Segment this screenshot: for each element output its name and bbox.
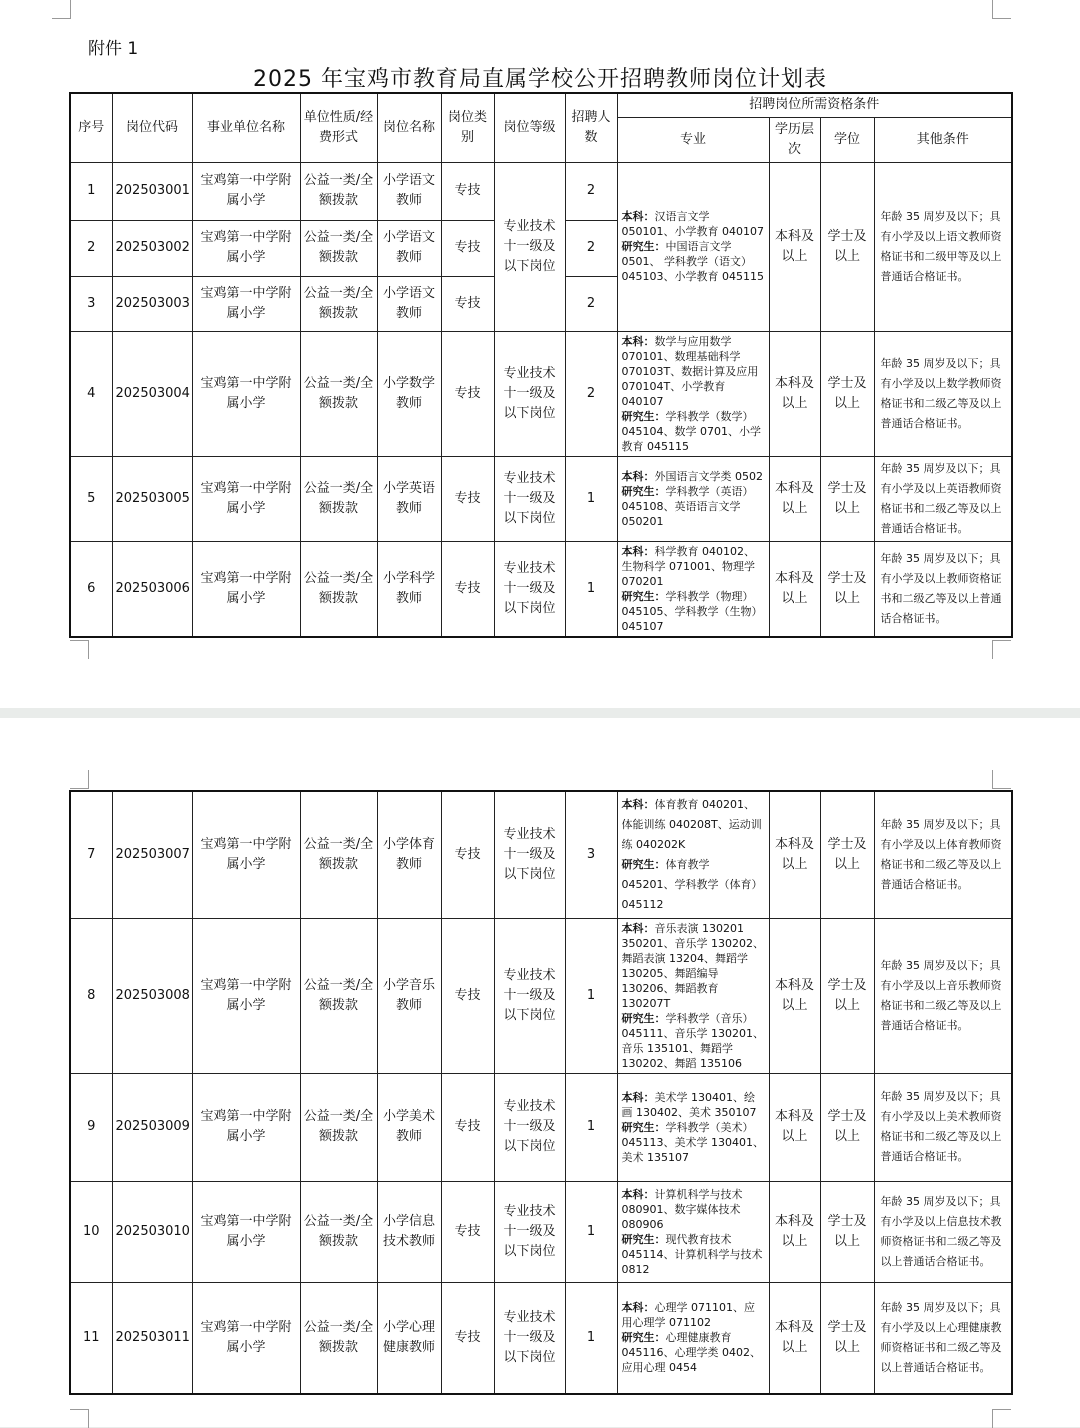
header-unit: 事业单位名称 — [192, 93, 300, 162]
post-name-cell: 小学语文教师 — [377, 220, 441, 276]
post-name-cell: 小学音乐教师 — [377, 918, 441, 1073]
post-name-cell: 小学语文教师 — [377, 276, 441, 331]
undergrad-label: 本科： — [621, 469, 655, 483]
plan-table-page1 — [69, 92, 1013, 638]
degree-cell: 学士及以上 — [820, 791, 874, 918]
nature-cell: 公益一类/全额拨款 — [300, 162, 377, 220]
level-cell: 专业技术十一级及以下岗位 — [494, 456, 565, 541]
grad-text: 学科教学（英语）045108、英语语言文学 050201 — [621, 484, 754, 528]
grad-label: 研究生： — [621, 409, 666, 423]
seq-cell: 1 — [70, 162, 112, 220]
count-cell: 1 — [565, 456, 617, 541]
other-cell: 年龄 35 周岁及以下；具有小学及以上语文教师资格证书和二级甲等及以上普通话合格证书。 — [874, 162, 1012, 331]
education-cell: 本科及以上 — [769, 331, 820, 456]
seq-cell: 4 — [70, 331, 112, 456]
count-cell: 2 — [565, 331, 617, 456]
header-major: 专业 — [617, 117, 769, 162]
grad-text: 体育教学 045201、学科教学（体育）045112 — [621, 857, 763, 911]
nature-cell: 公益一类/全额拨款 — [300, 918, 377, 1073]
grad-label: 研究生： — [621, 589, 666, 603]
major-cell — [617, 541, 769, 637]
post-type-cell: 专技 — [441, 918, 494, 1073]
post-type-cell: 专技 — [441, 791, 494, 918]
crop-mark — [992, 1409, 1011, 1428]
undergrad-text: 外国语言文学类 0502 — [654, 469, 763, 483]
education-cell: 本科及以上 — [769, 1181, 820, 1282]
post-name-cell: 小学美术教师 — [377, 1073, 441, 1181]
degree-cell: 学士及以上 — [820, 1181, 874, 1282]
crop-mark — [70, 640, 89, 659]
crop-mark — [992, 770, 1011, 789]
post-name-cell: 小学体育教师 — [377, 791, 441, 918]
major-cell — [617, 456, 769, 541]
header-post-name: 岗位名称 — [377, 93, 441, 162]
major-cell — [617, 1282, 769, 1394]
undergrad-label: 本科： — [621, 1187, 655, 1201]
header-level: 岗位等级 — [494, 93, 565, 162]
education-cell: 本科及以上 — [769, 456, 820, 541]
nature-cell: 公益一类/全额拨款 — [300, 276, 377, 331]
crop-mark — [70, 1409, 89, 1428]
undergrad-text: 美术学 130401、绘画 130402、美术 350107 — [621, 1090, 757, 1119]
other-cell: 年龄 35 周岁及以下；具有小学及以上信息技术教师资格证书和二级乙等及以上普通话合格证书。 — [874, 1181, 1012, 1282]
post-type-cell: 专技 — [441, 276, 494, 331]
level-cell: 专业技术十一级及以下岗位 — [494, 1282, 565, 1394]
other-cell: 年龄 35 周岁及以下；具有小学及以上数学教师资格证书和二级乙等及以上普通话合格证书。 — [874, 331, 1012, 456]
education-cell: 本科及以上 — [769, 1282, 820, 1394]
crop-mark — [70, 770, 89, 789]
grad-label: 研究生： — [621, 857, 666, 871]
crop-mark — [992, 0, 1011, 19]
degree-cell: 学士及以上 — [820, 456, 874, 541]
count-cell: 1 — [565, 918, 617, 1073]
table-row — [70, 541, 1012, 637]
post-name-cell: 小学科学教师 — [377, 541, 441, 637]
code-cell: 202503004 — [112, 331, 192, 456]
table-row — [70, 162, 1012, 220]
level-cell: 专业技术十一级及以下岗位 — [494, 541, 565, 637]
major-cell — [617, 162, 769, 331]
header-degree: 学位 — [820, 117, 874, 162]
grad-text: 学科教学（数学）045104、数学 0701、小学教育 045115 — [621, 409, 761, 453]
education-cell: 本科及以上 — [769, 162, 820, 331]
unit-cell: 宝鸡第一中学附属小学 — [192, 791, 300, 918]
code-cell: 202503011 — [112, 1282, 192, 1394]
grad-text: 学科教学（美术）045113、美术学 130401、美术 135107 — [621, 1120, 764, 1164]
count-cell: 2 — [565, 162, 617, 220]
header-count: 招聘人数 — [565, 93, 617, 162]
undergrad-text: 汉语言文学 050101、小学教育 040107 — [621, 210, 764, 238]
table-row — [70, 1073, 1012, 1181]
other-cell: 年龄 35 周岁及以下；具有小学及以上美术教师资格证书和二级乙等及以上普通话合格证书。 — [874, 1073, 1012, 1181]
degree-cell: 学士及以上 — [820, 541, 874, 637]
undergrad-text: 数学与应用数学 070101、数理基础科学 070103T、数据计算及应用 070104T、小学教育 040107 — [621, 334, 759, 408]
header-other: 其他条件 — [874, 117, 1012, 162]
header-nature: 单位性质/经费形式 — [300, 93, 377, 162]
grad-label: 研究生： — [621, 1120, 666, 1134]
table-row — [70, 1181, 1012, 1282]
unit-cell: 宝鸡第一中学附属小学 — [192, 456, 300, 541]
code-cell: 202503009 — [112, 1073, 192, 1181]
undergrad-text: 计算机科学与技术 080901、数字媒体技术 080906 — [621, 1187, 743, 1231]
undergrad-label: 本科： — [621, 1301, 655, 1315]
header-qualifications: 招聘岗位所需资格条件 — [617, 93, 1012, 117]
post-type-cell: 专技 — [441, 1282, 494, 1394]
education-cell: 本科及以上 — [769, 1073, 820, 1181]
code-cell: 202503010 — [112, 1181, 192, 1282]
seq-cell: 3 — [70, 276, 112, 331]
table-row — [70, 331, 1012, 456]
count-cell: 1 — [565, 1282, 617, 1394]
table-row — [70, 791, 1012, 918]
other-cell: 年龄 35 周岁及以下；具有小学及以上体育教师资格证书和二级乙等及以上普通话合格证书。 — [874, 791, 1012, 918]
major-cell — [617, 918, 769, 1073]
code-cell: 202503006 — [112, 541, 192, 637]
undergrad-text: 科学教育 040102、生物科学 071001、物理学 070201 — [621, 544, 755, 588]
grad-text: 中国语言文学 0501、 学科教学（语文）045103、小学教育 045115 — [621, 240, 764, 283]
other-cell: 年龄 35 周岁及以下；具有小学及以上心理健康教师资格证书和二级乙等及以上普通话合格证书。 — [874, 1282, 1012, 1394]
undergrad-label: 本科： — [621, 1090, 655, 1104]
grad-text: 学科教学（音乐）045111、音乐学 130201、音乐 135101、舞蹈学 130202、舞蹈 135106 — [621, 1011, 764, 1070]
unit-cell: 宝鸡第一中学附属小学 — [192, 1282, 300, 1394]
grad-label: 研究生： — [621, 1011, 666, 1025]
undergrad-label: 本科： — [621, 210, 655, 223]
code-cell: 202503007 — [112, 791, 192, 918]
unit-cell: 宝鸡第一中学附属小学 — [192, 918, 300, 1073]
seq-cell: 10 — [70, 1181, 112, 1282]
grad-text: 学科教学（物理）045105、学科教学（生物）045107 — [621, 589, 763, 633]
count-cell: 1 — [565, 1181, 617, 1282]
post-type-cell: 专技 — [441, 456, 494, 541]
grad-text: 心理健康教育 045116、心理学类 0402、应用心理 0454 — [621, 1331, 761, 1375]
post-name-cell: 小学英语教师 — [377, 456, 441, 541]
other-cell: 年龄 35 周岁及以下；具有小学及以上英语教师资格证书和二级乙等及以上普通话合格证书。 — [874, 456, 1012, 541]
attachment-label: 附件 1 — [88, 39, 139, 59]
count-cell: 3 — [565, 791, 617, 918]
nature-cell: 公益一类/全额拨款 — [300, 1181, 377, 1282]
post-type-cell: 专技 — [441, 1181, 494, 1282]
post-type-cell: 专技 — [441, 162, 494, 220]
page-2 — [0, 718, 1080, 1427]
code-cell: 202503003 — [112, 276, 192, 331]
undergrad-text: 体育教育 040201、体能训练 040208T、运动训练 040202K — [621, 797, 762, 851]
plan-table-page2 — [69, 790, 1013, 1395]
grad-label: 研究生： — [621, 1331, 666, 1345]
nature-cell: 公益一类/全额拨款 — [300, 331, 377, 456]
unit-cell: 宝鸡第一中学附属小学 — [192, 1073, 300, 1181]
degree-cell: 学士及以上 — [820, 1282, 874, 1394]
other-cell: 年龄 35 周岁及以下；具有小学及以上教师资格证书和二级乙等及以上普通话合格证书。 — [874, 541, 1012, 637]
table-row — [70, 918, 1012, 1073]
level-cell: 专业技术十一级及以下岗位 — [494, 162, 565, 331]
header-seq: 序号 — [70, 93, 112, 162]
crop-mark — [992, 640, 1011, 659]
table-row — [70, 456, 1012, 541]
grad-label: 研究生： — [621, 484, 666, 498]
post-type-cell: 专技 — [441, 1073, 494, 1181]
undergrad-text: 音乐表演 130201 350201、音乐学 130202、舞蹈表演 13204、舞蹈学 130205、舞蹈编导 130206、舞蹈教育 130207T — [621, 921, 764, 1010]
grad-label: 研究生： — [621, 1232, 666, 1246]
code-cell: 202503008 — [112, 918, 192, 1073]
unit-cell: 宝鸡第一中学附属小学 — [192, 331, 300, 456]
count-cell: 2 — [565, 220, 617, 276]
other-cell: 年龄 35 周岁及以下；具有小学及以上音乐教师资格证书和二级乙等及以上普通话合格证书。 — [874, 918, 1012, 1073]
undergrad-label: 本科： — [621, 334, 655, 348]
unit-cell: 宝鸡第一中学附属小学 — [192, 276, 300, 331]
undergrad-label: 本科： — [621, 544, 655, 558]
education-cell: 本科及以上 — [769, 918, 820, 1073]
post-name-cell: 小学信息技术教师 — [377, 1181, 441, 1282]
nature-cell: 公益一类/全额拨款 — [300, 220, 377, 276]
nature-cell: 公益一类/全额拨款 — [300, 541, 377, 637]
count-cell: 1 — [565, 1073, 617, 1181]
table-row — [70, 1282, 1012, 1394]
major-cell — [617, 1073, 769, 1181]
education-cell: 本科及以上 — [769, 791, 820, 918]
level-cell: 专业技术十一级及以下岗位 — [494, 791, 565, 918]
grad-label: 研究生： — [621, 240, 666, 253]
undergrad-label: 本科： — [621, 921, 655, 935]
page-1 — [0, 0, 1080, 708]
page-title: 2025 年宝鸡市教育局直属学校公开招聘教师岗位计划表 — [253, 67, 827, 92]
level-cell: 专业技术十一级及以下岗位 — [494, 331, 565, 456]
post-type-cell: 专技 — [441, 331, 494, 456]
seq-cell: 11 — [70, 1282, 112, 1394]
code-cell: 202503001 — [112, 162, 192, 220]
degree-cell: 学士及以上 — [820, 918, 874, 1073]
nature-cell: 公益一类/全额拨款 — [300, 1073, 377, 1181]
nature-cell: 公益一类/全额拨款 — [300, 1282, 377, 1394]
seq-cell: 7 — [70, 791, 112, 918]
nature-cell: 公益一类/全额拨款 — [300, 791, 377, 918]
count-cell: 1 — [565, 541, 617, 637]
level-cell: 专业技术十一级及以下岗位 — [494, 918, 565, 1073]
post-type-cell: 专技 — [441, 220, 494, 276]
major-cell — [617, 331, 769, 456]
unit-cell: 宝鸡第一中学附属小学 — [192, 162, 300, 220]
code-cell: 202503002 — [112, 220, 192, 276]
crop-mark — [52, 0, 71, 19]
seq-cell: 8 — [70, 918, 112, 1073]
unit-cell: 宝鸡第一中学附属小学 — [192, 220, 300, 276]
header-code: 岗位代码 — [112, 93, 192, 162]
seq-cell: 6 — [70, 541, 112, 637]
undergrad-text: 心理学 071101、应用心理学 071102 — [621, 1301, 755, 1330]
post-type-cell: 专技 — [441, 541, 494, 637]
degree-cell: 学士及以上 — [820, 1073, 874, 1181]
major-cell — [617, 791, 769, 918]
seq-cell: 5 — [70, 456, 112, 541]
major-cell — [617, 1181, 769, 1282]
header-education: 学历层次 — [769, 117, 820, 162]
header-post-type: 岗位类别 — [441, 93, 494, 162]
post-name-cell: 小学语文教师 — [377, 162, 441, 220]
seq-cell: 9 — [70, 1073, 112, 1181]
grad-text: 现代教育技术 045114、计算机科学与技术 0812 — [621, 1232, 763, 1276]
count-cell: 2 — [565, 276, 617, 331]
post-name-cell: 小学数学教师 — [377, 331, 441, 456]
code-cell: 202503005 — [112, 456, 192, 541]
level-cell: 专业技术十一级及以下岗位 — [494, 1181, 565, 1282]
seq-cell: 2 — [70, 220, 112, 276]
level-cell: 专业技术十一级及以下岗位 — [494, 1073, 565, 1181]
undergrad-label: 本科： — [621, 797, 655, 811]
education-cell: 本科及以上 — [769, 541, 820, 637]
post-name-cell: 小学心理健康教师 — [377, 1282, 441, 1394]
degree-cell: 学士及以上 — [820, 162, 874, 331]
nature-cell: 公益一类/全额拨款 — [300, 456, 377, 541]
unit-cell: 宝鸡第一中学附属小学 — [192, 541, 300, 637]
degree-cell: 学士及以上 — [820, 331, 874, 456]
unit-cell: 宝鸡第一中学附属小学 — [192, 1181, 300, 1282]
